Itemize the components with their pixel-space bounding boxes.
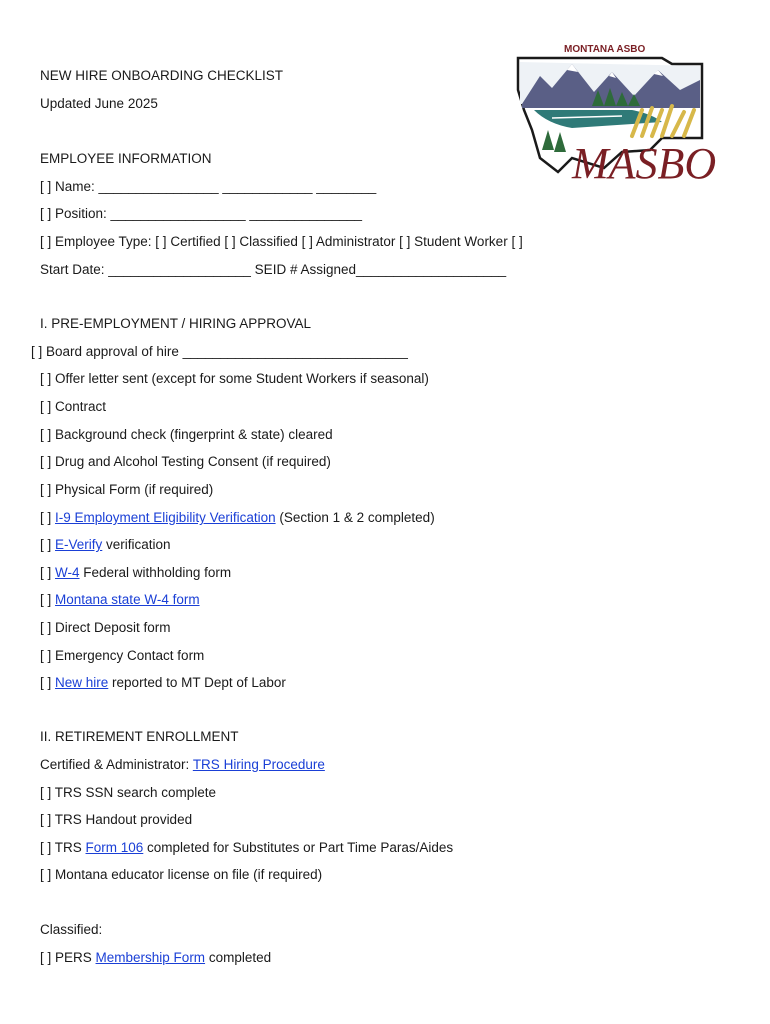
pers-item: [ ] PERS Membership Form completed <box>40 950 272 965</box>
contract-item: [ ] Contract <box>40 399 107 414</box>
new-hire-link[interactable]: New hire <box>55 675 109 690</box>
logo-wordmark: MASBO <box>572 139 716 188</box>
mt-w4-link[interactable]: Montana state W-4 form <box>55 592 200 607</box>
trs-handout-item: [ ] TRS Handout provided <box>40 812 193 827</box>
everify-item: [ ] E-Verify verification <box>40 537 171 552</box>
educator-license-item: [ ] Montana educator license on file (if required) <box>40 867 323 882</box>
name-field: [ ] Name: ________________ ____________ ________ <box>40 179 377 194</box>
mt-w4-item: [ ] Montana state W-4 form <box>40 592 200 607</box>
trs-hiring-procedure-link[interactable]: TRS Hiring Procedure <box>192 757 325 772</box>
employee-type-field: [ ] Employee Type: [ ] Certified [ ] Classified [ ] Administrator [ ] Student Worker [ ] <box>40 234 523 249</box>
logo-arc-text: MONTANA ASBO <box>564 44 646 55</box>
direct-deposit-item: [ ] Direct Deposit form <box>40 620 171 635</box>
physical-form-item: [ ] Physical Form (if required) <box>40 482 214 497</box>
membership-form-link[interactable]: Membership Form <box>95 950 206 965</box>
everify-link[interactable]: E-Verify <box>55 537 103 552</box>
updated-date: Updated June 2025 <box>40 96 158 111</box>
trs-form106-item: [ ] TRS Form 106 completed for Substitutes or Part Time Paras/Aides <box>40 840 454 855</box>
background-check-item: [ ] Background check (fingerprint & state) cleared <box>40 427 333 442</box>
section2-heading: II. RETIREMENT ENROLLMENT <box>40 729 239 744</box>
start-date-field: Start Date: ___________________ SEID # Assigned____________________ <box>40 262 507 277</box>
w4-item: [ ] W-4 Federal withholding form <box>40 565 232 580</box>
i9-item: [ ] I-9 Employment Eligibility Verification (Section 1 & 2 completed) <box>40 510 435 525</box>
new-hire-item: [ ] New hire reported to MT Dept of Labor <box>40 675 286 690</box>
form-106-link[interactable]: Form 106 <box>85 840 144 855</box>
i9-link[interactable]: I-9 Employment Eligibility Verification <box>55 510 276 525</box>
section1-heading: I. PRE-EMPLOYMENT / HIRING APPROVAL <box>40 316 312 331</box>
w4-link[interactable]: W-4 <box>55 565 80 580</box>
drug-testing-item: [ ] Drug and Alcohol Testing Consent (if required) <box>40 454 331 469</box>
offer-letter-item: [ ] Offer letter sent (except for some Student Workers if seasonal) <box>40 371 429 386</box>
board-approval-item: [ ] Board approval of hire ______________________________ <box>31 344 408 359</box>
employee-info-heading: EMPLOYEE INFORMATION <box>40 151 212 166</box>
classified-heading: Classified: <box>40 922 103 937</box>
emergency-contact-item: [ ] Emergency Contact form <box>40 648 205 663</box>
certified-admin-item: Certified & Administrator: TRS Hiring Procedure <box>40 757 325 772</box>
masbo-logo <box>512 40 716 190</box>
trs-ssn-item: [ ] TRS SSN search complete <box>40 785 217 800</box>
position-field: [ ] Position: __________________ _______________ <box>40 206 363 221</box>
document-title: NEW HIRE ONBOARDING CHECKLIST <box>40 68 284 83</box>
